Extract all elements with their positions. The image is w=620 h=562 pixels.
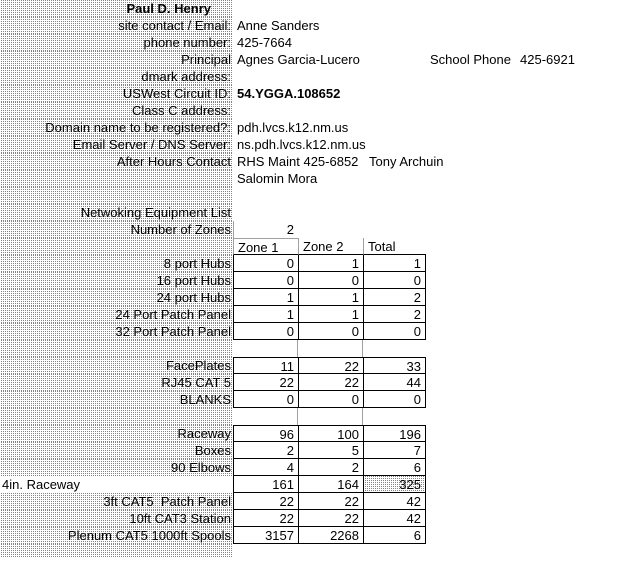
school-phone-value[interactable]: 425-6921 <box>520 52 575 67</box>
cell-zone1[interactable]: 4 <box>233 459 298 476</box>
dmark-address-label: dmark address: <box>0 68 233 85</box>
cell-total[interactable]: 0 <box>363 323 426 340</box>
header-zone2: Zone 2 <box>298 238 363 255</box>
cell-zone1[interactable]: 96 <box>233 425 298 442</box>
info-row <box>0 68 620 85</box>
table-row <box>0 272 620 289</box>
row-label: 10ft CAT3 Station <box>0 510 233 527</box>
domain-name-label: Domain name to be registered?: <box>0 119 233 136</box>
cell-zone2[interactable]: 0 <box>298 391 363 408</box>
cell-total[interactable]: 6 <box>363 459 426 476</box>
cell-total[interactable]: 0 <box>363 272 426 289</box>
dmark-address-value[interactable] <box>233 68 237 85</box>
table-row <box>0 493 620 510</box>
cell-zone2[interactable]: 22 <box>298 510 363 527</box>
equipment-list-title: Netwoking Equipment List <box>0 204 233 221</box>
table-row <box>0 357 620 374</box>
class-c-value[interactable] <box>233 102 237 119</box>
table-row <box>0 374 620 391</box>
phone-number-label: phone number: <box>0 34 233 51</box>
cell-zone2[interactable]: 0 <box>298 323 363 340</box>
gap-row <box>0 340 620 357</box>
domain-name-value[interactable]: pdh.lvcs.k12.nm.us <box>237 120 349 135</box>
row-label: Plenum CAT5 1000ft Spools <box>0 527 233 544</box>
info-row <box>0 136 620 153</box>
zones-row <box>0 221 620 238</box>
info-row <box>0 51 620 68</box>
table-row <box>0 510 620 527</box>
cell-total[interactable]: 2 <box>363 306 426 323</box>
row-label: FacePlates <box>0 357 233 374</box>
cell-zone1[interactable]: 0 <box>233 255 298 272</box>
row-label: RJ45 CAT 5 <box>0 374 233 391</box>
cell-zone2[interactable]: 0 <box>298 272 363 289</box>
cell-total[interactable]: 0 <box>363 391 426 408</box>
after-hours-value[interactable]: RHS Maint 425-6852 Tony Archuin <box>237 154 444 169</box>
cell-zone1[interactable]: 22 <box>233 510 298 527</box>
cell-total[interactable]: 1 <box>363 255 426 272</box>
row-label: 24 port Hubs <box>0 289 233 306</box>
cell-total-selected[interactable]: 325 <box>363 476 426 493</box>
zones-label: Number of Zones <box>0 221 233 238</box>
row-label: 4in. Raceway <box>2 477 81 492</box>
title-row <box>0 0 620 17</box>
cell-zone2[interactable]: 2 <box>298 459 363 476</box>
info-row <box>0 102 620 119</box>
row-label: BLANKS <box>0 391 233 408</box>
cell-zone2[interactable]: 164 <box>298 476 363 493</box>
row-label: 8 port Hubs <box>0 255 233 272</box>
school-phone-label: School Phone <box>430 52 511 67</box>
email-server-value[interactable]: ns.pdh.lvcs.k12.nm.us <box>237 137 366 152</box>
table-row-4in-raceway <box>0 476 620 493</box>
cell-zone1[interactable]: 22 <box>233 493 298 510</box>
info-row <box>0 85 620 102</box>
header-total: Total <box>363 238 426 255</box>
cell-zone2[interactable]: 100 <box>298 425 363 442</box>
cell-zone1[interactable]: 22 <box>233 374 298 391</box>
gap-row <box>0 408 620 425</box>
row-label: 90 Elbows <box>0 459 233 476</box>
table-header-row <box>0 238 620 255</box>
cell-total[interactable]: 42 <box>363 510 426 527</box>
info-row <box>0 153 620 170</box>
table-row <box>0 442 620 459</box>
table-row <box>0 527 620 544</box>
table-row <box>0 391 620 408</box>
class-c-label: Class C address: <box>0 102 233 119</box>
uswest-circuit-label: USWest Circuit ID: <box>0 85 233 102</box>
table-row <box>0 306 620 323</box>
cell-zone1[interactable]: 1 <box>233 306 298 323</box>
cell-zone1[interactable]: 0 <box>233 272 298 289</box>
phone-number-value[interactable]: 425-7664 <box>237 35 292 50</box>
section-title-row <box>0 204 620 221</box>
row-label: Boxes <box>0 442 233 459</box>
cell-zone2[interactable]: 2268 <box>298 527 363 544</box>
cell-zone2[interactable]: 1 <box>298 255 363 272</box>
blank-label <box>0 170 233 187</box>
table-row <box>0 459 620 476</box>
cell-zone1[interactable]: 161 <box>233 476 298 493</box>
cell-zone1[interactable]: 3157 <box>233 527 298 544</box>
table-row <box>0 323 620 340</box>
info-row <box>0 119 620 136</box>
cell-zone2[interactable]: 1 <box>298 306 363 323</box>
cell-zone2[interactable]: 5 <box>298 442 363 459</box>
info-row <box>0 17 620 34</box>
row-label: 32 Port Patch Panel <box>0 323 233 340</box>
email-server-label: Email Server / DNS Server: <box>0 136 233 153</box>
cell-total[interactable]: 44 <box>363 374 426 391</box>
principal-label: Principal <box>0 51 233 68</box>
header-zone1: Zone 1 <box>233 238 298 255</box>
row-label: Raceway <box>0 425 233 442</box>
cell-total[interactable]: 7 <box>363 442 426 459</box>
page-title: Paul D. Henry <box>0 0 233 17</box>
blank-row <box>0 187 620 204</box>
info-row <box>0 170 620 187</box>
cell-total[interactable]: 6 <box>363 527 426 544</box>
row-label: 3ft CAT5 Patch Panel <box>0 493 233 510</box>
info-row <box>0 34 620 51</box>
cell-zone2[interactable]: 22 <box>298 357 363 374</box>
cell-total[interactable]: 2 <box>363 289 426 306</box>
table-row <box>0 255 620 272</box>
table-row <box>0 289 620 306</box>
after-hours-label: After Hours Contact <box>0 153 233 170</box>
table-row <box>0 425 620 442</box>
blank-row <box>0 544 620 557</box>
cell-zone1[interactable]: 11 <box>233 357 298 374</box>
site-contact-label: site contact / Email: <box>0 17 233 34</box>
zones-value-cell[interactable]: 2 <box>233 221 298 238</box>
uswest-circuit-value[interactable]: 54.YGGA.108652 <box>237 86 341 101</box>
cell-zone1[interactable]: 2 <box>233 442 298 459</box>
cell-total[interactable]: 42 <box>363 493 426 510</box>
cell-zone2[interactable]: 22 <box>298 374 363 391</box>
cell-total[interactable]: 196 <box>363 425 426 442</box>
cell-zone1[interactable]: 0 <box>233 323 298 340</box>
after-hours-value-2[interactable]: Salomin Mora <box>237 171 318 186</box>
cell-zone2[interactable]: 22 <box>298 493 363 510</box>
row-label: 24 Port Patch Panel <box>0 306 233 323</box>
cell-zone1[interactable]: 0 <box>233 391 298 408</box>
cell-total[interactable]: 33 <box>363 357 426 374</box>
principal-value[interactable]: Agnes Garcia-Lucero <box>237 52 360 67</box>
row-label: 16 port Hubs <box>0 272 233 289</box>
cell-zone2[interactable]: 1 <box>298 289 363 306</box>
cell-zone1[interactable]: 1 <box>233 289 298 306</box>
site-contact-value[interactable]: Anne Sanders <box>237 18 320 33</box>
